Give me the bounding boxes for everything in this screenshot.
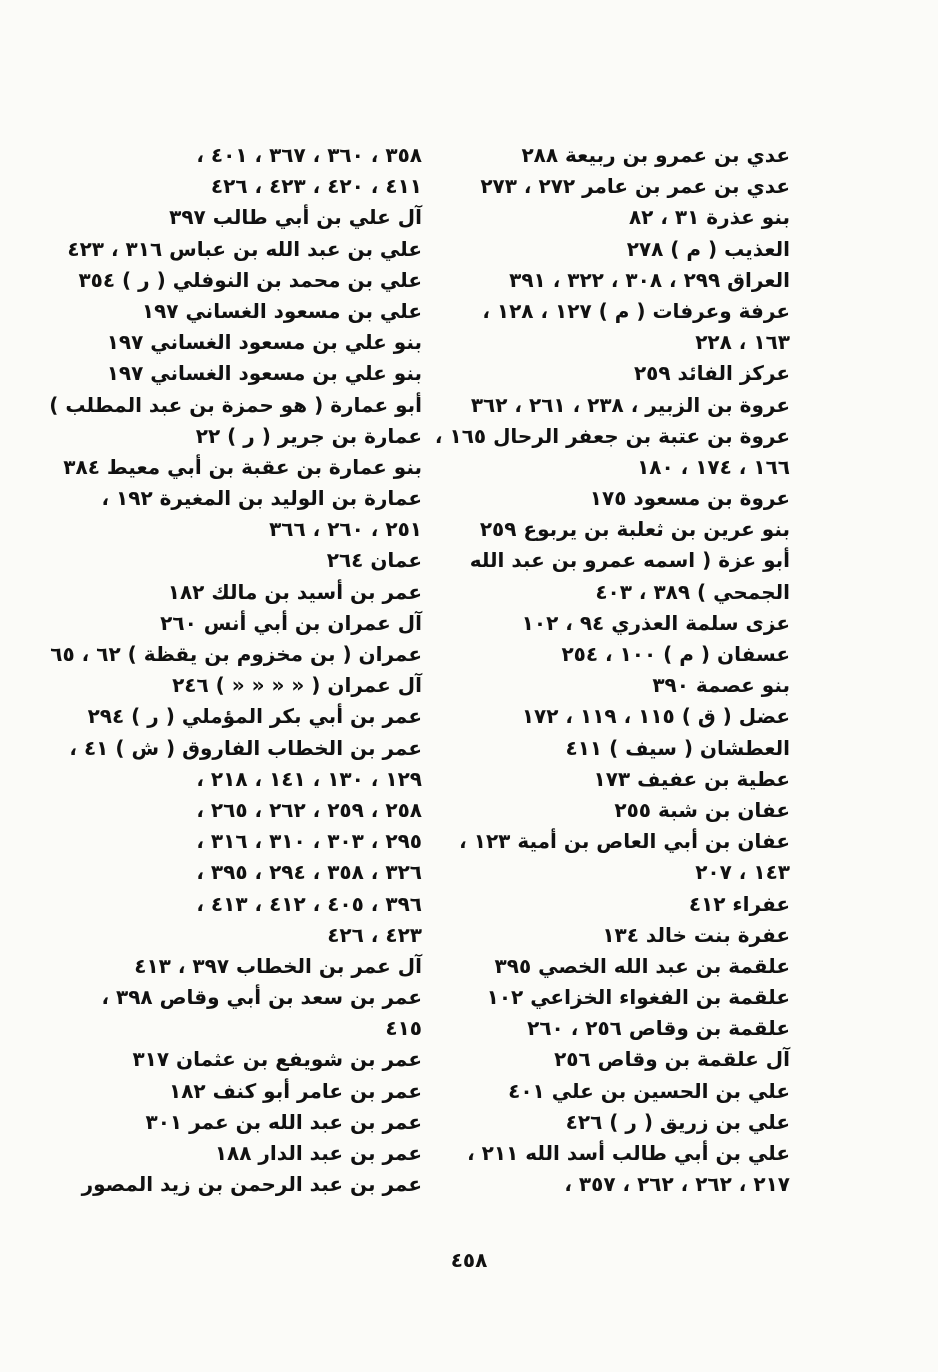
index-entry: ٢١٧ ، ٢٦٢ ، ٢٦٢ ، ٣٥٧ ، xyxy=(564,1172,790,1197)
index-entry: عزى سلمة العذري ٩٤ ، ١٠٢ xyxy=(521,610,790,635)
index-entry: عمارة بن جرير ( ر ) ٢٢ xyxy=(195,423,422,448)
index-entry: الجمحي ) ٣٨٩ ، ٤٠٣ xyxy=(595,579,790,604)
index-entry: ٤١١ ، ٤٢٠ ، ٤٢٣ ، ٤٢٦ xyxy=(210,174,422,199)
index-entry: بنو عذرة ٣١ ، ٨٢ xyxy=(628,205,790,230)
index-entry: ٢٩٥ ، ٣٠٣ ، ٣١٠ ، ٣١٦ ، xyxy=(196,829,422,854)
index-entry: عروة بن مسعود ١٧٥ xyxy=(589,486,790,511)
index-entry: عمر بن أبي بكر المؤملي ( ر ) ٢٩٤ xyxy=(87,704,422,729)
index-entry: علقمة بن الفغواء الخزاعي ١٠٢ xyxy=(486,985,790,1010)
index-entry: ٣٩٦ ، ٤٠٥ ، ٤١٢ ، ٤١٣ ، xyxy=(196,891,422,916)
index-entry: عمان ٢٦٤ xyxy=(326,548,422,573)
index-entry: ٢٥١ ، ٢٦٠ ، ٣٦٦ xyxy=(269,517,422,542)
index-entry: ١٦٦ ، ١٧٤ ، ١٨٠ xyxy=(637,454,790,479)
index-entry: ١٦٣ ، ٢٢٨ xyxy=(695,330,790,355)
index-entry: أبو عمارة ( هو حمزة بن عبد المطلب ) xyxy=(49,392,422,417)
index-entry: ١٤٣ ، ٢٠٧ xyxy=(695,860,790,885)
index-entry: ٣٢٦ ، ٣٥٨ ، ٢٩٤ ، ٣٩٥ ، xyxy=(196,860,422,885)
index-entry: عفراء ٤١٢ xyxy=(688,891,790,916)
index-entry: عروة بن عتبة بن جعفر الرحال ١٦٥ ، xyxy=(434,423,790,448)
index-entry: عرفة وعرفات ( م ) ١٢٧ ، ١٢٨ ، xyxy=(482,298,790,323)
index-entry: علقمة بن وقاص ٢٥٦ ، ٢٦٠ xyxy=(527,1016,790,1041)
index-entry: آل علي بن أبي طالب ٣٩٧ xyxy=(169,205,422,230)
index-entry: آل عمران بن أبي أنس ٢٦٠ xyxy=(160,610,422,635)
index-entry: علي بن زريق ( ر ) ٤٢٦ xyxy=(565,1109,790,1134)
index-column-left xyxy=(49,140,422,1200)
index-entry: عمر بن عامر أبو كنف ١٨٢ xyxy=(169,1078,422,1103)
index-entry: عسفان ( م ) ١٠٠ ، ٢٥٤ xyxy=(561,642,790,666)
index-entry: عمران ( بن مخزوم بن يقظة ) ٦٢ ، ٦٥ xyxy=(50,642,422,666)
index-entry: عمر بن عبد الرحمن بن زيد المصور xyxy=(81,1172,422,1197)
index-entry: عركز الفائد ٢٥٩ xyxy=(633,361,790,386)
index-entry: عطية بن عفيف ١٧٣ xyxy=(593,766,790,791)
index-entry: عدي بن عمر بن عامر ٢٧٢ ، ٢٧٣ xyxy=(480,174,790,199)
index-entry: آل عمران ( « « « « ) ٢٤٦ xyxy=(172,673,422,698)
index-entry: ٣٥٨ ، ٣٦٠ ، ٣٦٧ ، ٤٠١ ، xyxy=(196,143,422,167)
page-number: ٤٥٨ xyxy=(450,1248,488,1272)
index-entry: عدي بن عمرو بن ربيعة ٢٨٨ xyxy=(521,143,790,167)
index-entry: عمر بن عبد الله بن عمر ٣٠١ xyxy=(145,1109,422,1134)
index-entry: عضل ( ق ) ١١٥ ، ١١٩ ، ١٧٢ xyxy=(521,704,790,729)
index-entry: بنو علي بن مسعود الغساني ١٩٧ xyxy=(106,361,422,386)
index-entry: بنو عمارة بن عقبة بن أبي معيط ٣٨٤ xyxy=(63,454,422,479)
index-entry: علي بن عبد الله بن عباس ٣١٦ ، ٤٢٣ xyxy=(67,236,422,261)
index-entry: علي بن الحسين بن علي ٤٠١ xyxy=(508,1078,790,1103)
index-entry: عفان بن شبة ٢٥٥ xyxy=(614,797,790,822)
index-entry: ٤١٥ xyxy=(385,1016,422,1041)
index-entry: بنو علي بن مسعود الغساني ١٩٧ xyxy=(106,330,422,355)
index-entry: ٤٢٣ ، ٤٢٦ xyxy=(327,922,422,947)
index-entry: ١٢٩ ، ١٣٠ ، ١٤١ ، ٢١٨ ، xyxy=(196,766,422,791)
index-entry: عمر بن الخطاب الفاروق ( ش ) ٤١ ، xyxy=(69,735,422,760)
index-entry: بنو عرين بن ثعلبة بن يربوع ٢٥٩ xyxy=(479,517,790,542)
index-entry: عروة بن الزبير ، ٢٣٨ ، ٢٦١ ، ٣٦٢ xyxy=(470,392,790,417)
index-entry: عمر بن عبد الدار ١٨٨ xyxy=(214,1141,422,1165)
index-entry: علقمة بن عبد الله الخصي ٣٩٥ xyxy=(494,953,790,978)
index-entry: عمر بن أسيد بن مالك ١٨٢ xyxy=(167,579,422,604)
index-entry: العراق ٢٩٩ ، ٣٠٨ ، ٣٢٢ ، ٣٩١ xyxy=(509,267,790,292)
index-entry: ٢٥٨ ، ٢٥٩ ، ٢٦٢ ، ٢٦٥ ، xyxy=(196,797,422,822)
index-entry: العذيب ( م ) ٢٧٨ xyxy=(626,236,790,261)
index-entry: بنو عصمة ٣٩٠ xyxy=(652,673,790,698)
index-entry: آل علقمة بن وقاص ٢٥٦ xyxy=(554,1047,790,1072)
index-entry: علي بن مسعود الغساني ١٩٧ xyxy=(141,298,422,323)
index-entry: أبو عزة ( اسمه عمرو بن عبد الله xyxy=(469,548,790,573)
index-entry: آل عمر بن الخطاب ٣٩٧ ، ٤١٣ xyxy=(134,953,422,978)
index-entry: علي بن محمد بن النوفلي ( ر ) ٣٥٤ xyxy=(78,267,422,292)
index-entry: عمارة بن الوليد بن المغيرة ١٩٢ ، xyxy=(101,486,422,511)
index-entry: عفان بن أبي العاص بن أمية ١٢٣ ، xyxy=(459,829,790,854)
index-entry: عمر بن شويفع بن عثمان ٣١٧ xyxy=(132,1047,422,1072)
index-column-right xyxy=(434,140,790,1200)
index-entry: عفرة بنت خالد ١٣٤ xyxy=(602,922,790,947)
index-entry: عمر بن سعد بن أبي وقاص ٣٩٨ ، xyxy=(101,985,422,1010)
index-entry: علي بن أبي طالب أسد الله ٢١١ ، xyxy=(467,1141,790,1165)
index-entry: العطشان ( سيف ) ٤١١ xyxy=(565,735,790,760)
